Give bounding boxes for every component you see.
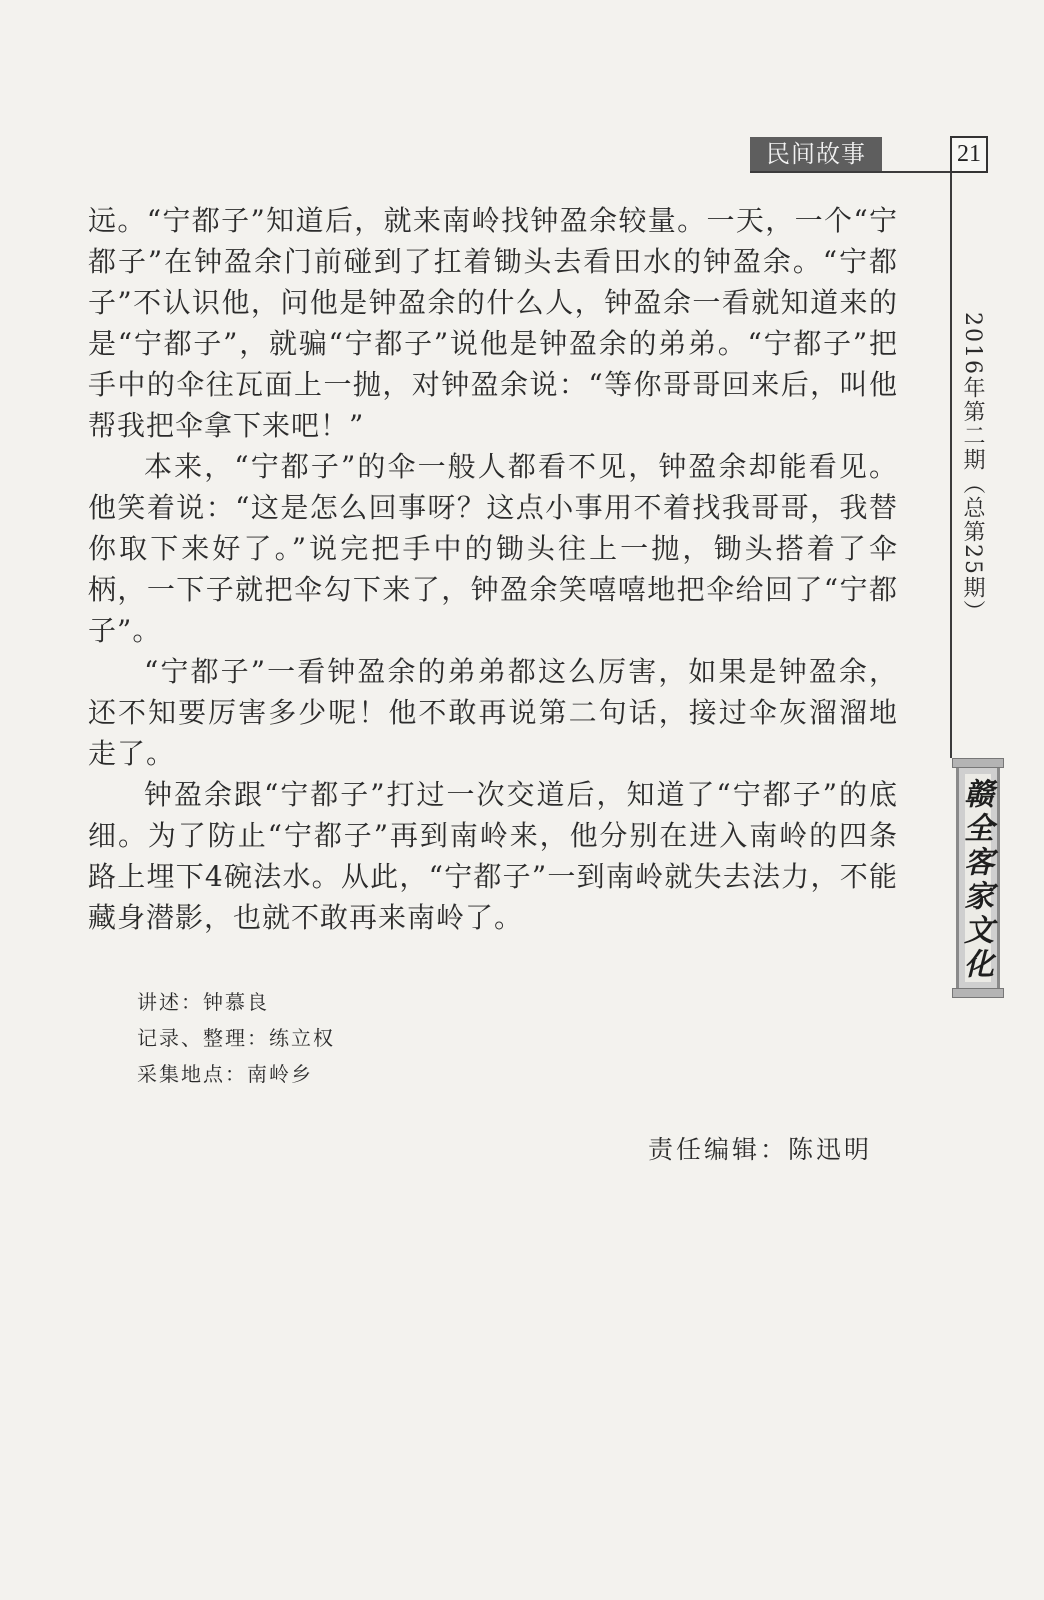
page-number: 21 (950, 136, 988, 173)
issue-info: 2016年第二期（总第25期） (960, 312, 985, 624)
credits (137, 984, 335, 1092)
scroll-rod-top (952, 758, 1004, 768)
responsible-editor: 责任编辑：陈迅明 (648, 1135, 873, 1164)
article-body (88, 200, 898, 938)
calligraphy-scroll (952, 758, 1004, 998)
calligraphy-title: 赣全客家文化 (958, 778, 993, 982)
scroll-rod-bottom (952, 988, 1004, 998)
credit-narrator: 讲述：钟慕良 (137, 990, 269, 1014)
credit-location: 采集地点：南岭乡 (137, 1062, 313, 1086)
paragraph-1: 远。“宁都子”知道后，就来南岭找钟盈余较量。一天，一个“宁都子”在钟盈余门前碰到了扛着锄头去看田水的钟盈余。“宁都子”不认识他，问他是钟盈余的什么人，钟盈余一看就知道来的是“宁都子”，就骗“宁都子”说他是钟盈余的弟弟。“宁都子”把手中的伞往瓦面上一抛，对钟盈余说：“等你哥哥回来后，叫他帮我把伞拿下来吧！” (88, 204, 898, 442)
scroll-inner (958, 774, 993, 982)
section-tab: 民间故事 (750, 137, 882, 171)
scroll-panel (956, 768, 1000, 988)
paragraph-3: “宁都子”一看钟盈余的弟弟都这么厉害，如果是钟盈余，还不知要厉害多少呢！他不敢再说第二句话，接过伞灰溜溜地走了。 (88, 655, 898, 770)
paragraph-4: 钟盈余跟“宁都子”打过一次交道后，知道了“宁都子”的底细。为了防止“宁都子”再到南岭来，他分别在进入南岭的四条路上埋下4碗法水。从此，“宁都子”一到南岭就失去法力，不能藏身潜影，也就不敢再来南岭了。 (88, 778, 898, 934)
credit-recorder: 记录、整理：练立权 (137, 1026, 335, 1050)
paragraph-2: 本来，“宁都子”的伞一般人都看不见，钟盈余却能看见。他笑着说：“这是怎么回事呀？这点小事用不着找我哥哥，我替你取下来好了。”说完把手中的锄头往上一抛，锄头搭着了伞柄，一下子就把伞勾下来了，钟盈余笑嘻嘻地把伞给回了“宁都子”。 (88, 450, 898, 647)
